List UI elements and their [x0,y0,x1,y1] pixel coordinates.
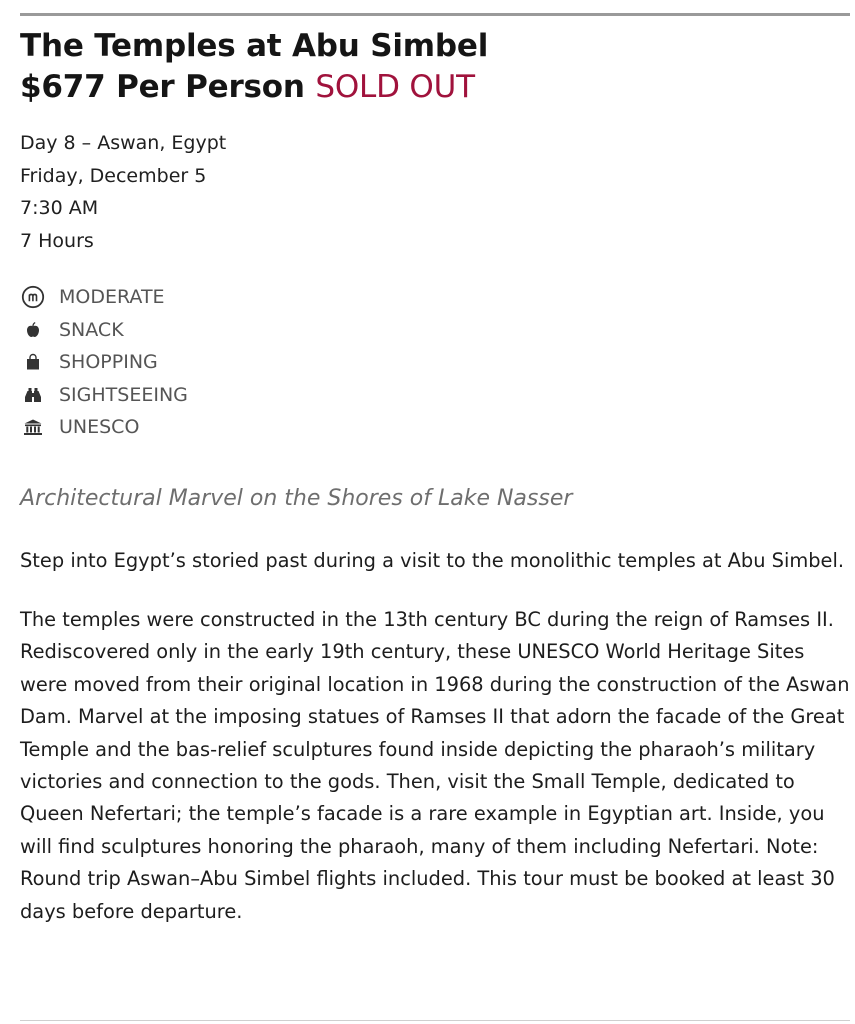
activity-label: SIGHTSEEING [59,383,188,406]
intro-paragraph: Step into Egypt’s storied past during a visit to the monolithic temples at Abu Simbel. [20,548,845,572]
shopping-bag-icon [20,349,46,375]
tour-price: $677 Per Person [20,69,305,105]
activity-shopping [20,346,850,379]
tour-date: Friday, December 5 [20,164,207,187]
activity-list [20,281,850,444]
tour-time: 7:30 AM [20,197,99,219]
tour-subtitle: Architectural Marvel on the Shores of Lake Nasser [20,485,573,511]
tour-title: The Temples at Abu Simbel [20,28,489,64]
bottom-divider [20,1020,850,1021]
landmark-icon [20,414,46,440]
activity-label: SNACK [59,318,124,341]
body-paragraph: The temples were constructed in the 13th century BC during the reign of Ramses II. Rediscovered only in the early 19th century, these UNESCO World Heritage Sites were moved from their original location in 1968 during the construction of the Aswan Dam. Marvel at the imposing statues of Ramses II that adorn the facade of the Great Temple and the bas-relief sculptures found inside depicting the pharaoh’s military victories and connection to the gods. Then, visit the Small Temple, dedicated to Queen Nefertari; the temple’s facade is a rare example in Egyptian art. Inside, you will find sculptures honoring the pharaoh, many of them including Nefertari. Note: Round trip Aswan–Abu Simbel flights included. This tour must be booked at least 30 days before departure. [20,607,850,923]
tour-detail [20,26,850,928]
activity-moderate [20,281,850,314]
tour-duration: 7 Hours [20,229,94,252]
activity-sightseeing [20,379,850,412]
activity-snack [20,314,850,347]
activity-unesco [20,411,850,444]
day-location: Day 8 – Aswan, Egypt [20,132,227,154]
apple-icon [20,317,46,343]
moderate-icon [20,284,46,310]
tour-details [20,127,850,257]
top-divider [20,13,850,16]
activity-label: UNESCO [59,416,140,439]
activity-label: SHOPPING [59,351,158,374]
binoculars-icon [20,382,46,408]
price-line [20,67,850,108]
activity-label: MODERATE [59,286,165,309]
sold-out-badge: SOLD OUT [315,69,475,105]
